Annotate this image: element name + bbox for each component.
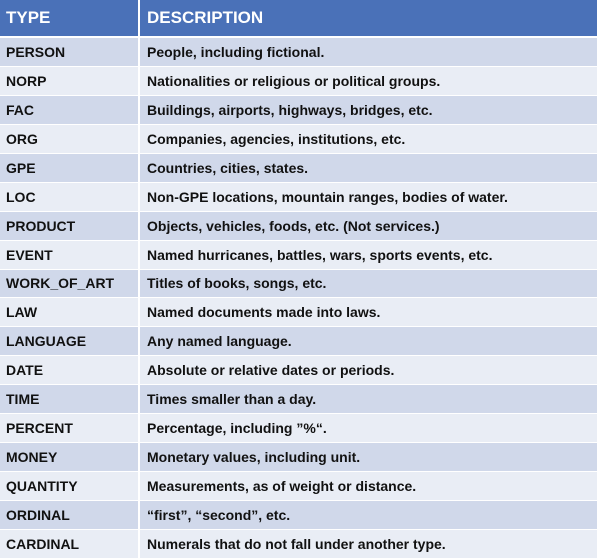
type-cell: MONEY	[0, 443, 140, 472]
description-cell: Companies, agencies, institutions, etc.	[140, 125, 597, 154]
description-cell: People, including fictional.	[140, 38, 597, 67]
type-cell: WORK_OF_ART	[0, 270, 140, 299]
description-cell: Titles of books, songs, etc.	[140, 270, 597, 299]
description-cell: Objects, vehicles, foods, etc. (Not services.)	[140, 212, 597, 241]
description-cell: Nationalities or religious or political groups.	[140, 67, 597, 96]
type-cell: QUANTITY	[0, 472, 140, 501]
type-cell: PRODUCT	[0, 212, 140, 241]
description-cell: Buildings, airports, highways, bridges, etc.	[140, 96, 597, 125]
description-cell: Numerals that do not fall under another type.	[140, 530, 597, 559]
type-cell: LOC	[0, 183, 140, 212]
type-cell: ORDINAL	[0, 501, 140, 530]
header-description: DESCRIPTION	[140, 0, 597, 38]
description-cell: Absolute or relative dates or periods.	[140, 356, 597, 385]
description-cell: Countries, cities, states.	[140, 154, 597, 183]
type-cell: GPE	[0, 154, 140, 183]
type-cell: LANGUAGE	[0, 327, 140, 356]
header-type: TYPE	[0, 0, 140, 38]
type-cell: CARDINAL	[0, 530, 140, 559]
description-cell: “first”, “second”, etc.	[140, 501, 597, 530]
type-cell: NORP	[0, 67, 140, 96]
type-cell: PERSON	[0, 38, 140, 67]
type-cell: LAW	[0, 298, 140, 327]
description-cell: Measurements, as of weight or distance.	[140, 472, 597, 501]
type-cell: EVENT	[0, 241, 140, 270]
description-cell: Named hurricanes, battles, wars, sports events, etc.	[140, 241, 597, 270]
type-cell: DATE	[0, 356, 140, 385]
description-cell: Non-GPE locations, mountain ranges, bodies of water.	[140, 183, 597, 212]
description-cell: Named documents made into laws.	[140, 298, 597, 327]
type-cell: PERCENT	[0, 414, 140, 443]
type-cell: ORG	[0, 125, 140, 154]
description-cell: Any named language.	[140, 327, 597, 356]
description-cell: Monetary values, including unit.	[140, 443, 597, 472]
description-cell: Times smaller than a day.	[140, 385, 597, 414]
type-cell: TIME	[0, 385, 140, 414]
description-cell: Percentage, including ”%“.	[140, 414, 597, 443]
type-cell: FAC	[0, 96, 140, 125]
